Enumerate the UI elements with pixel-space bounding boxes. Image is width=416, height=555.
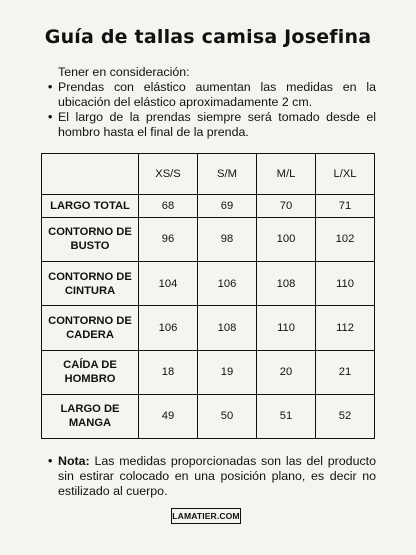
considerations-intro: Tener en consideración: <box>58 65 190 79</box>
footnote-label: Nota: <box>58 454 90 468</box>
header-size-xs-s: XS/S <box>139 154 198 195</box>
row-label: LARGO DE MANGA <box>42 394 139 438</box>
consideration-item-elastic: • Prendas con elástico aumentan las medidas en la ubicación del elástico aproximadamente 2 cm. <box>58 80 376 110</box>
measurement-cell: 69 <box>198 195 257 218</box>
measurement-cell: 112 <box>316 306 375 350</box>
measurement-cell: 18 <box>139 350 198 394</box>
consideration-item-length: • El largo de la prendas siempre será tomado desde el hombro hasta el final de la prenda. <box>58 110 376 140</box>
considerations-list <box>48 80 376 140</box>
header-empty-cell <box>42 154 139 195</box>
row-label: CONTORNO DE CINTURA <box>42 262 139 306</box>
measurement-cell: 70 <box>257 195 316 218</box>
measurement-cell: 49 <box>139 394 198 438</box>
measurement-cell: 100 <box>257 217 316 261</box>
row-label: CONTORNO DE CADERA <box>42 306 139 350</box>
measurement-cell: 106 <box>139 306 198 350</box>
measurement-cell: 110 <box>257 306 316 350</box>
measurement-cell: 106 <box>198 262 257 306</box>
table-row <box>42 195 375 218</box>
bullet-icon: • <box>48 454 53 468</box>
measurement-cell: 51 <box>257 394 316 438</box>
size-table-header-row <box>42 154 375 195</box>
measurement-cell: 71 <box>316 195 375 218</box>
measurement-cell: 20 <box>257 350 316 394</box>
size-table <box>41 153 375 439</box>
measurement-cell: 110 <box>316 262 375 306</box>
brand-logo: LAMATIER.COM <box>171 508 241 524</box>
row-label: LARGO TOTAL <box>42 195 139 218</box>
table-row <box>42 262 375 306</box>
footnote <box>48 454 376 499</box>
measurement-cell: 102 <box>316 217 375 261</box>
table-row <box>42 306 375 350</box>
considerations-section <box>48 65 376 140</box>
measurement-cell: 108 <box>257 262 316 306</box>
measurement-cell: 96 <box>139 217 198 261</box>
measurement-cell: 108 <box>198 306 257 350</box>
footnote-text: Las medidas proporcionadas son las del producto sin estirar colocado en una posición plano, es decir no estilizado al cuerpo. <box>58 454 376 498</box>
header-size-m-l: M/L <box>257 154 316 195</box>
row-label: CAÍDA DE HOMBRO <box>42 350 139 394</box>
page-title: Guía de tallas camisa Josefina <box>44 26 372 48</box>
measurement-cell: 19 <box>198 350 257 394</box>
table-row <box>42 217 375 261</box>
table-row <box>42 350 375 394</box>
measurement-cell: 50 <box>198 394 257 438</box>
row-label: CONTORNO DE BUSTO <box>42 217 139 261</box>
measurement-cell: 21 <box>316 350 375 394</box>
measurement-cell: 98 <box>198 217 257 261</box>
measurement-cell: 68 <box>139 195 198 218</box>
measurement-cell: 52 <box>316 394 375 438</box>
header-size-l-xl: L/XL <box>316 154 375 195</box>
header-size-s-m: S/M <box>198 154 257 195</box>
measurement-cell: 104 <box>139 262 198 306</box>
table-row <box>42 394 375 438</box>
